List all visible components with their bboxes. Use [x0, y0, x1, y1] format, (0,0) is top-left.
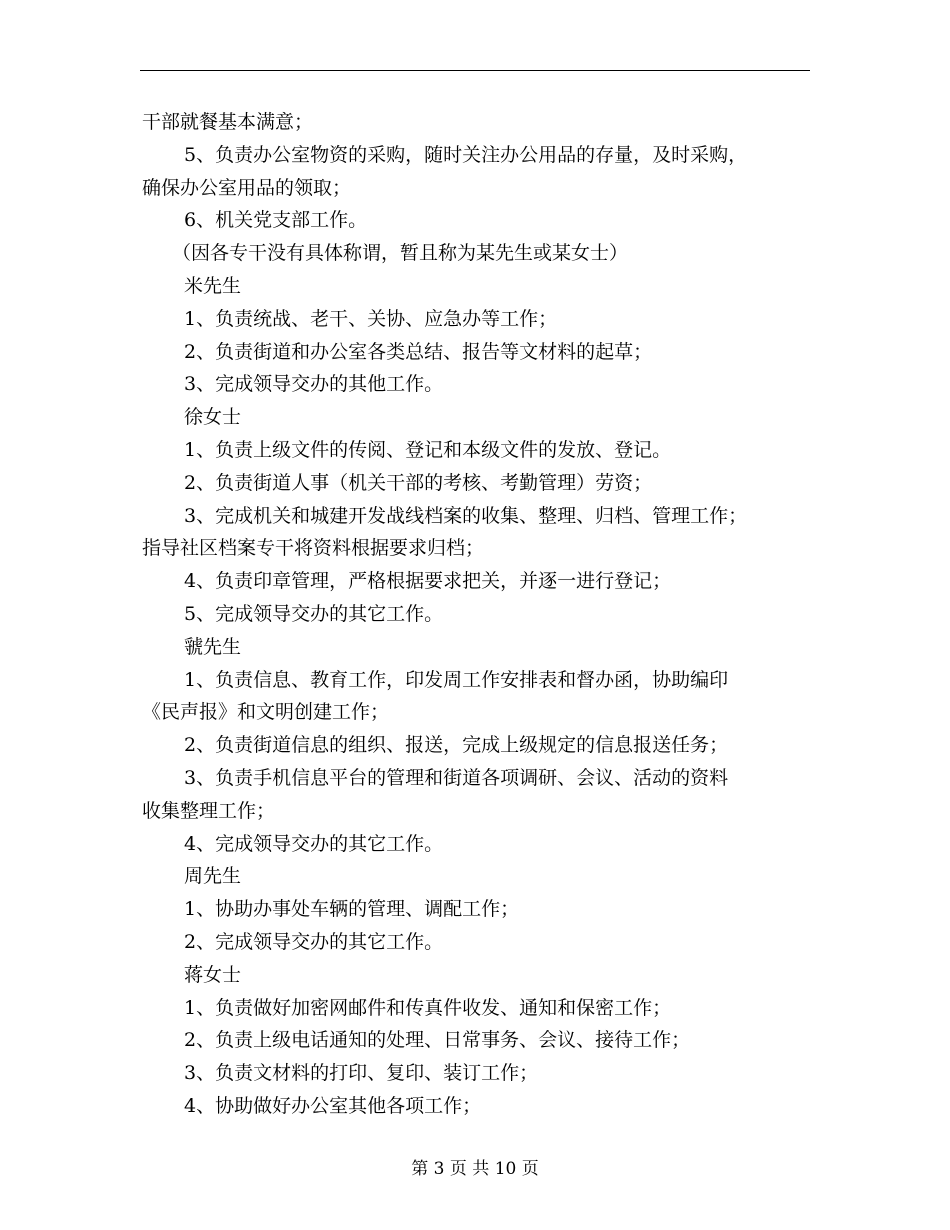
text-line: 《民声报》和文明创建工作；	[142, 701, 390, 724]
text-line: （因各专干没有具体称谓，暂且称为某先生或某女士）	[172, 242, 629, 265]
text-line: 5、完成领导交办的其它工作。	[184, 602, 444, 625]
text-line: 4、完成领导交办的其它工作。	[184, 832, 444, 855]
text-line: 确保办公室用品的领取；	[142, 176, 352, 199]
text-line: 3、完成领导交办的其他工作。	[184, 373, 444, 396]
text-line: 干部就餐基本满意；	[142, 111, 314, 133]
text-line: 指导社区档案专干将资料根据要求归档；	[142, 537, 485, 560]
text-line: 周先生	[184, 865, 242, 888]
text-line: 徐女士	[184, 406, 242, 429]
text-line: 2、负责上级电话通知的处理、日常事务、会议、接待工作；	[184, 1029, 691, 1052]
text-line: 2、负责街道和办公室各类总结、报告等文材料的起草；	[184, 340, 653, 363]
text-line: 3、完成机关和城建开发战线档案的收集、整理、归档、管理工作；	[184, 504, 748, 527]
text-line: 米先生	[184, 274, 242, 297]
text-line: 4、协助做好办公室其他各项工作；	[184, 1094, 482, 1117]
text-line: 1、协助办事处车辆的管理、调配工作；	[184, 898, 520, 921]
text-line: 3、负责手机信息平台的管理和街道各项调研、会议、活动的资料	[184, 766, 729, 789]
text-line: 1、负责信息、教育工作，印发周工作安排表和督办函，协助编印	[184, 668, 729, 691]
text-line: 2、负责街道人事（机关干部的考核、考勤管理）劳资；	[184, 471, 653, 494]
text-line: 5、负责办公室物资的采购，随时关注办公用品的存量，及时采购，	[184, 143, 748, 166]
text-line: 3、负责文材料的打印、复印、装订工作；	[184, 1062, 539, 1085]
text-line: 收集整理工作；	[142, 799, 276, 822]
text-line: 蒋女士	[184, 963, 242, 986]
document-body	[142, 106, 812, 1123]
header-rule	[140, 70, 810, 71]
text-line: 1、负责上级文件的传阅、登记和本级文件的发放、登记。	[184, 438, 672, 461]
text-line: 2、负责街道信息的组织、报送，完成上级规定的信息报送任务；	[184, 734, 729, 757]
text-line: 6、机关党支部工作。	[184, 209, 368, 232]
text-line: 1、负责统战、老干、关协、应急办等工作；	[184, 307, 558, 330]
text-line: 4、负责印章管理，严格根据要求把关，并逐一进行登记；	[184, 570, 672, 593]
text-line: 1、负责做好加密网邮件和传真件收发、通知和保密工作；	[184, 996, 672, 1019]
page-footer: 第 3 页 共 10 页	[411, 1159, 539, 1179]
text-line: 虢先生	[184, 635, 242, 658]
text-line: 2、完成领导交办的其它工作。	[184, 930, 444, 953]
